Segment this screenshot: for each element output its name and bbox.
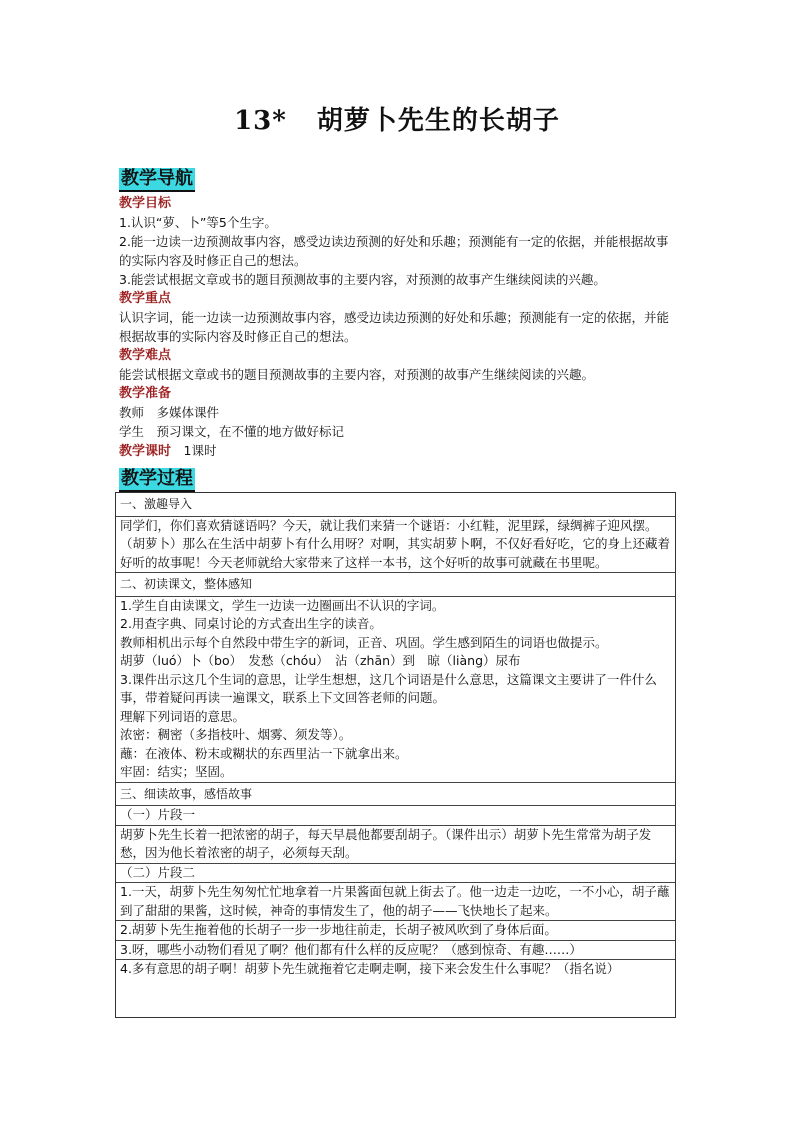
list-item: 1.学生自由读课文，学生一边读一边圈画出不认识的字词。 [120, 597, 445, 613]
teaching-nav-content [119, 194, 671, 461]
goal-item: 2.能一边读一边预测故事内容，感受边读边预测的好处和乐趣；预测能有一定的依据，并能根据故事的实际内容及时修正自己的想法。 [119, 234, 669, 268]
list-item: 胡萝（luó）卜（bo） 发愁（chóu） 沾（zhān）到 晾（liàng）尿布 [120, 653, 521, 668]
difficulty-label: 教学难点 [119, 348, 172, 363]
hours-value: 1课时 [183, 443, 217, 458]
process-heading: 教学过程 [119, 468, 195, 492]
page-title [0, 100, 794, 137]
section-body [116, 517, 675, 574]
teaching-nav-heading-wrap [119, 168, 195, 192]
intro-text: 同学们，你们喜欢猜谜语吗？今天，就让我们来猜一个谜语：小红鞋，泥里踩，绿绸裤子迎风摆。（胡萝卜）那么在生活中胡萝卜有什么用呀？对啊，其实胡萝卜啊，不仅好看好吃，它的身上还藏着好听的故事呢！今天老师就给大家带来了这样一本书，这个好听的故事可就藏在书里呢。 [120, 517, 671, 570]
goal-item: 1.认识“萝、卜”等5个生字。 [119, 215, 277, 230]
key-label: 教学重点 [119, 291, 172, 306]
teaching-nav-heading: 教学导航 [119, 168, 195, 192]
list-item: 3.课件出示这几个生词的意思，让学生想想，这几个词语是什么意思，这篇课文主要讲了一件什么事，带着疑问再读一遍课文，联系上下文回答老师的问题。 [120, 671, 657, 705]
list-item: 蘸：在液体、粉末或糊状的东西里沾一下就拿出来。 [120, 745, 408, 761]
part-title: （一）片段一 [116, 806, 675, 826]
goals-label: 教学目标 [119, 196, 172, 211]
list-item: 浓密：稠密（多指枝叶、烟雾、须发等）。 [120, 727, 352, 742]
list-item: 牢固：结实；坚固。 [120, 764, 233, 779]
list-item: 1.一天，胡萝卜先生匆匆忙忙地拿着一片果酱面包就上街去了。他一边走一边吃，一不小心，胡子蘸到了甜甜的果酱，这时候，神奇的事情发生了，他的胡子——飞快地长了起来。 [116, 883, 675, 921]
list-item: 2.胡萝卜先生拖着他的长胡子一步一步地往前走，长胡子被风吹到了身体后面。 [116, 921, 675, 941]
section-body [116, 597, 675, 783]
prep-item: 学生 预习课文，在不懂的地方做好标记 [119, 424, 345, 439]
part1-text: 胡萝卜先生长着一把浓密的胡子，每天早晨他都要刮胡子。（课件出示）胡萝卜先生常常为胡子发愁，因为他长着浓密的胡子，必须每天刮。 [120, 826, 652, 860]
hours-label: 教学课时 [119, 444, 172, 459]
difficulty-text: 能尝试根据文章或书的题目预测故事的主要内容，对预测的故事产生继续阅读的兴趣。 [119, 367, 595, 382]
hours-line [119, 441, 671, 461]
process-heading-wrap [119, 468, 195, 492]
goal-item: 3.能尝试根据文章或书的题目预测故事的主要内容，对预测的故事产生继续阅读的兴趣。 [119, 272, 606, 287]
list-item: 理解下列词语的意思。 [120, 708, 246, 724]
list-item: 3.呀，哪些小动物们看见了啊？他们都有什么样的反应呢？（感到惊奇、有趣……） [116, 941, 675, 961]
part-body [116, 826, 675, 864]
list-item: 教师相机出示每个自然段中带生字的新词，正音、巩固。学生感到陌生的词语也做提示。 [120, 634, 608, 650]
process-table [115, 492, 676, 1018]
list-item: 2.用查字典、同桌讨论的方式查出生字的读音。 [120, 616, 382, 631]
part-title: （二）片段二 [116, 864, 675, 884]
prep-label: 教学准备 [119, 386, 172, 401]
section-title: 一、激趣导入 [116, 493, 675, 517]
section-title: 二、初读课文，整体感知 [116, 573, 675, 597]
lesson-title: 胡萝卜先生的长胡子 [316, 106, 560, 136]
key-text: 认识字词，能一边读一边预测故事内容，感受边读边预测的好处和乐趣；预测能有一定的依据，并能根据故事的实际内容及时修正自己的想法。 [119, 310, 670, 344]
section-title: 三、细读故事，感悟故事 [116, 783, 675, 807]
list-item: 4.多有意思的胡子啊！胡萝卜先生就拖着它走啊走啊，接下来会发生什么事呢？（指名说） [120, 961, 620, 976]
lesson-number: 13* [234, 106, 287, 136]
prep-item: 教师 多媒体课件 [119, 405, 220, 420]
